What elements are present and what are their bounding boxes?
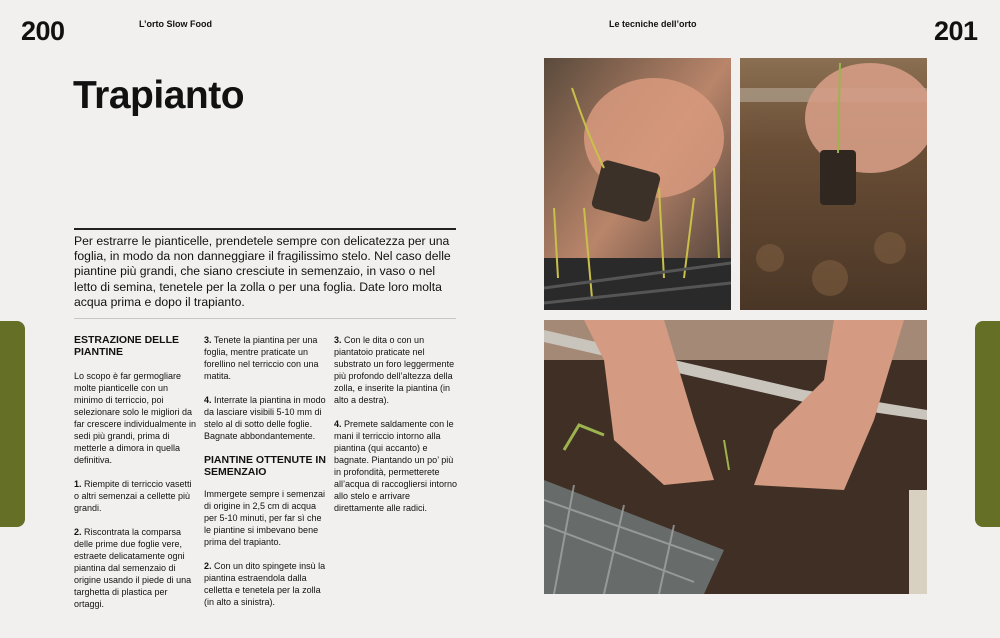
step-paragraph xyxy=(204,394,328,442)
step-text: Tenete la piantina per una foglia, mentre praticate un forellino nel terriccio con una matita. xyxy=(204,335,319,381)
running-head-right: Le tecniche dell’orto xyxy=(609,19,697,29)
step-number: 2. xyxy=(74,527,82,537)
text-column-1 xyxy=(74,334,198,622)
step-number: 3. xyxy=(204,335,212,345)
divider-top xyxy=(74,228,456,230)
step-number: 4. xyxy=(204,395,212,405)
section-intro: Immergete sempre i semenzai di origine in 2,5 cm di acqua per 5-10 minuti, per far sì che le piantine si imbevano bene prima del trapianto. xyxy=(204,489,326,547)
step-number: 2. xyxy=(204,561,212,571)
step-text: Con le dita o con un piantatoio praticate nel substrato un foro leggermente più profondo dell’altezza della zolla, e inserite la piantina (in alto a destra). xyxy=(334,335,455,405)
step-text: Premete saldamente con le mani il terriccio intorno alla piantina (qui accanto) e bagnate. Piantando un po’ più in profondità, permetterete all’acqua di raccogliersi intorno allo stelo e arrivare direttamente alle radici. xyxy=(334,419,458,513)
step-paragraph xyxy=(334,334,458,406)
page-number-right: 201 xyxy=(934,16,978,46)
section-intro: Lo scopo è far germogliare molte pianticelle con un minimo di terriccio, poi selezionare solo le migliori da far crescere individualmente in sedi più grandi, prima di metterle a dimora in quella definitiva. xyxy=(74,371,197,465)
step-text: Con un dito spingete insù la piantina estraendola dalla celletta e tenetela per la zolla (in alto a sinistra). xyxy=(204,561,326,607)
section-tab-right xyxy=(975,321,1000,527)
page-number-left: 200 xyxy=(21,16,65,46)
photo-hands-firming-soil xyxy=(544,320,927,594)
step-number: 1. xyxy=(74,479,82,489)
text-column-3 xyxy=(334,310,458,526)
text-column-2 xyxy=(204,334,328,620)
step-paragraph xyxy=(74,478,198,514)
step-paragraph xyxy=(204,560,328,608)
step-number: 4. xyxy=(334,419,342,429)
photo-hand-inserting-seedling xyxy=(740,58,927,310)
step-text: Riscontrata la comparsa delle prime due foglie vere, estraete delicatamente ogni piantina dal semenzaio di origine usando il piede di una targhetta di plastica per ortaggi. xyxy=(74,527,192,609)
photo-hand-holding-seedling-plug xyxy=(544,58,731,310)
step-text: Interrate la piantina in modo da lasciare visibili 5-10 mm di stelo al di sotto delle foglie. Bagnate abbondantemente. xyxy=(204,395,326,441)
step-paragraph xyxy=(74,526,198,610)
running-head-left: L’orto Slow Food xyxy=(139,19,212,29)
step-paragraph xyxy=(204,334,328,382)
page-title: Trapianto xyxy=(73,74,245,117)
section-heading-estrazione: ESTRAZIONE DELLE PIANTINE xyxy=(74,334,180,358)
section-heading-semenzaio: PIANTINE OTTENUTE IN SEMENZAIO xyxy=(204,454,326,478)
section-tab-left xyxy=(0,321,25,527)
step-text: Riempite di terriccio vasetti o altri semenzai a cellette più grandi. xyxy=(74,479,192,513)
intro-paragraph: Per estrarre le pianticelle, prendetele sempre con delicatezza per una foglia, in modo da non danneggiare il fragilissimo stelo. Nel caso delle piantine più grandi, che siano cresciute in semenzaio, in vaso o nel letto di semina, tenetele per la zolla o per una foglia. Date loro molta acqua prima e dopo il trapianto. xyxy=(74,234,451,309)
step-paragraph xyxy=(334,418,458,514)
step-number: 3. xyxy=(334,335,342,345)
